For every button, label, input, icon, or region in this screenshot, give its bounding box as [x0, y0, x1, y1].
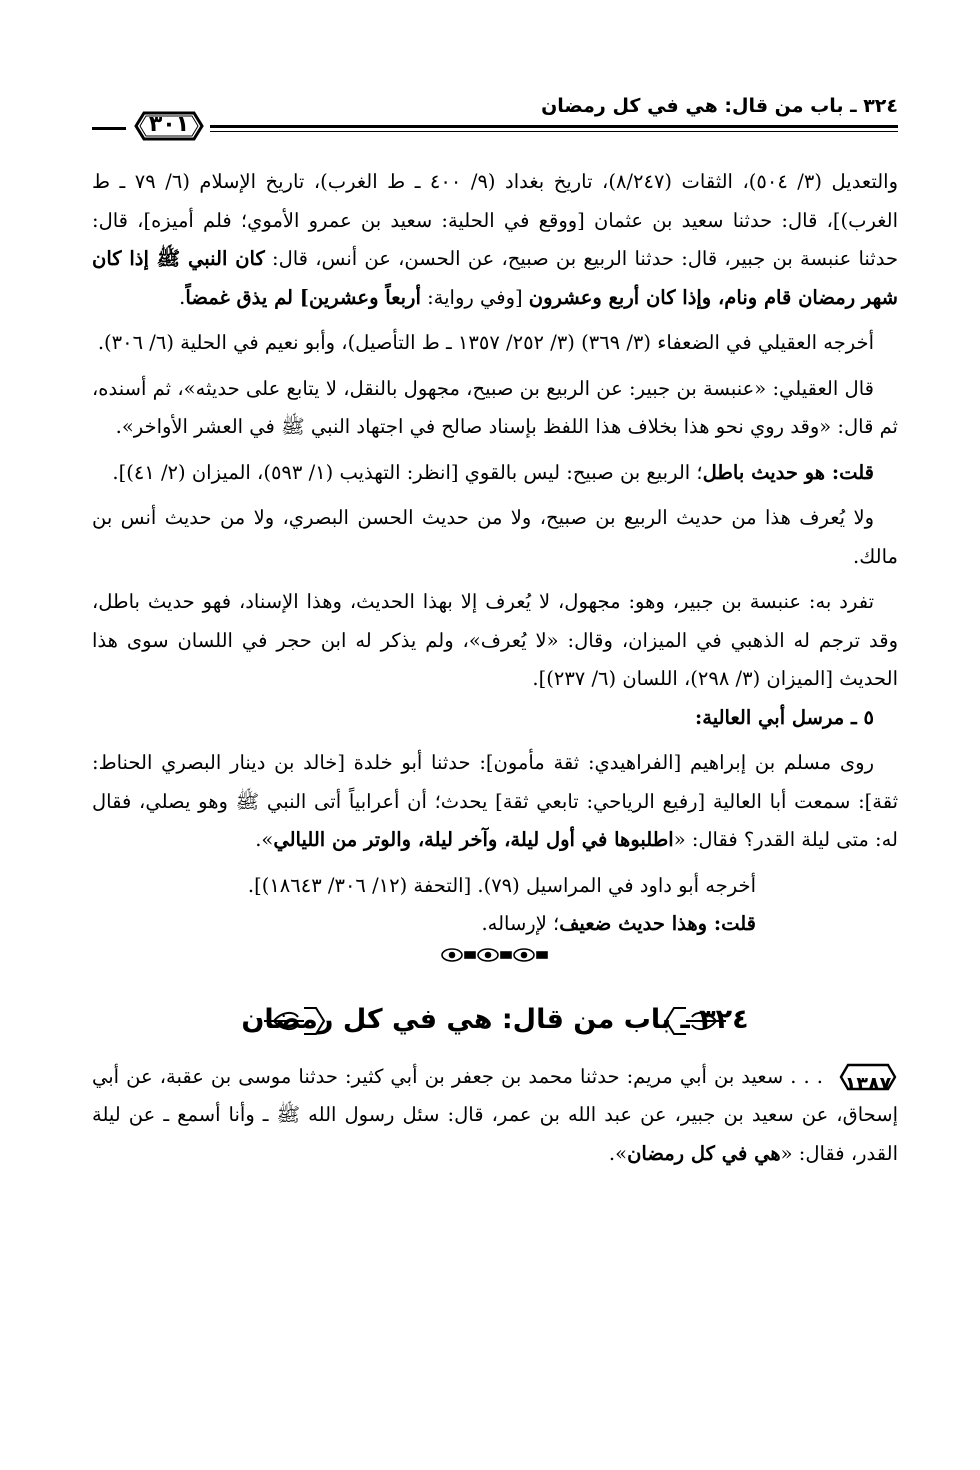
flourish-right-icon — [664, 1004, 726, 1038]
paragraph-not-known: ولا يُعرف هذا من حديث الربيع بن صبيح، ولا من حديث الحسن البصري، ولا من حديث أنس بن مالك. — [92, 506, 898, 568]
section-heading-mursal: ٥ ـ مرسل أبي العالية: — [695, 705, 874, 729]
paragraph-isnad — [92, 163, 898, 317]
text-run: . . . سعيد بن أبي مريم: حدثنا محمد بن جعفر بن أبي كثير: حدثنا موسى بن عقبة، عن أبي إسحاق، عن سعيد بن جبير، عن عبد الله بن عمر، قال: سئل رسول الله ﷺ ـ وأنا أسمع ـ عن ليلة القدر، فقال: « — [92, 1064, 898, 1165]
ornament-icon — [440, 946, 550, 964]
section-divider-ornament — [92, 946, 898, 968]
hadith-number: ١٣٨٧ — [844, 1073, 892, 1095]
text-run: والتعديل (٣/ ٥٠٤)، الثقات (٨/٢٤٧)، تاريخ بغداد (٩/ ٤٠٠ ـ ط الغرب)، تاريخ الإسلام (٦/ ٧٩ ـ ط الغرب)]، قال: حدثنا سعيد بن عثمان [ووقع في الحلية: سعيد بن عمرو الأموي؛ فلم أميزه]، قال: حدثنا عنبسة بن جبير، قال: حدثنا الربيع بن صبيح، عن الحسن، عن أنس، قال: — [92, 170, 899, 270]
hadith-text: أربعاً وعشرين] لم يذق غمضاً — [185, 285, 421, 309]
chapter-title: ٣٢٤ ـ باب من قال: هي في كل رمضان — [241, 1003, 749, 1035]
text-run: ». — [608, 1141, 628, 1165]
text-run: . — [179, 285, 186, 309]
hadith-number-badge — [838, 1062, 898, 1095]
header-rule — [210, 125, 898, 128]
paragraph-tafarrud: تفرد به: عنبسة بن جبير، وهو: مجهول، لا يُعرف إلا بهذا الحديث، وهذا الإسناد، فهو حديث باطل، وقد ترجم له الذهبي في الميزان، وقال: «لا يُعرف»، ولم يذكر له ابن حجر في اللسان سوى هذا الحديث [الميزان (٣/ ٢٩٨)، اللسان (٦/ ٢٣٧)]. — [92, 590, 898, 690]
header-dash — [92, 127, 126, 130]
paragraph-weak — [92, 905, 898, 944]
text-run: ؛ الربيع بن صبيح: ليس بالقوي [انظر: التهذيب (١/ ٥٩٣)، الميزان (٢/ ٤١)]. — [112, 460, 703, 484]
hadith-text: اطلبوها في أول ليلة، وآخر ليلة، والوتر من الليالي — [273, 828, 674, 851]
hadith-text: كان النبي ﷺ إذا كان شهر رمضان قام ونام، وإذا كان أربع وعشرون — [92, 247, 898, 309]
running-header — [92, 85, 898, 143]
hadith-1387 — [92, 1058, 898, 1174]
page-number: ٣٠١ — [148, 112, 190, 137]
header-rule-thin — [210, 131, 898, 132]
verdict-text: قلت: هو حديث باطل — [702, 460, 874, 484]
verdict-text: قلت: وهذا حديث ضعيف — [559, 912, 756, 935]
paragraph-abu-aliya — [92, 744, 898, 860]
page-number-badge — [132, 105, 206, 147]
paragraph-verdict — [92, 454, 898, 493]
text-run: ». — [255, 828, 274, 851]
paragraph-abu-dawud: أخرجه أبو داود في المراسيل (٧٩). [التحفة (١٢/ ٣٠٦/ ١٨٦٤٣)]. — [247, 873, 756, 897]
chapter-heading — [92, 998, 898, 1058]
page-content — [92, 163, 898, 1173]
running-title: ٣٢٤ ـ باب من قال: هي في كل رمضان — [541, 95, 898, 117]
paragraph-takhrij: أخرجه العقيلي في الضعفاء (٣/ ٣٦٩) (٣/ ٢٥٢/ ١٣٥٧ ـ ط التأصيل)، وأبو نعيم في الحلية (٦/ ٣٠٦). — [97, 331, 874, 354]
hadith-text: هي في كل رمضان — [627, 1141, 781, 1165]
text-run: روى مسلم بن إبراهيم [الفراهيدي: ثقة مأمون]: حدثنا أبو خلدة [خالد بن دينار البصري الحناط: ثقة]: سمعت أبا العالية [رفيع الرياحي: تابعي ثقة] يحدث؛ أن أعرابياً أتى النبي ﷺ وهو يصلي، فقال له: متى ليلة القدر؟ فقال: « — [92, 751, 898, 851]
text-run: [وفي رواية: — [420, 285, 529, 309]
text-run: ؛ لإرساله. — [481, 912, 560, 935]
paragraph-uqayli: قال العقيلي: «عنبسة بن جبير: عن الربيع بن صبيح، مجهول بالنقل، لا يتابع على حديثه»، ثم أسنده، ثم قال: «وقد روي نحو هذا بخلاف هذا اللفظ بإسناد صالح في اجتهاد النبي ﷺ في العشر الأواخر». — [92, 376, 898, 438]
